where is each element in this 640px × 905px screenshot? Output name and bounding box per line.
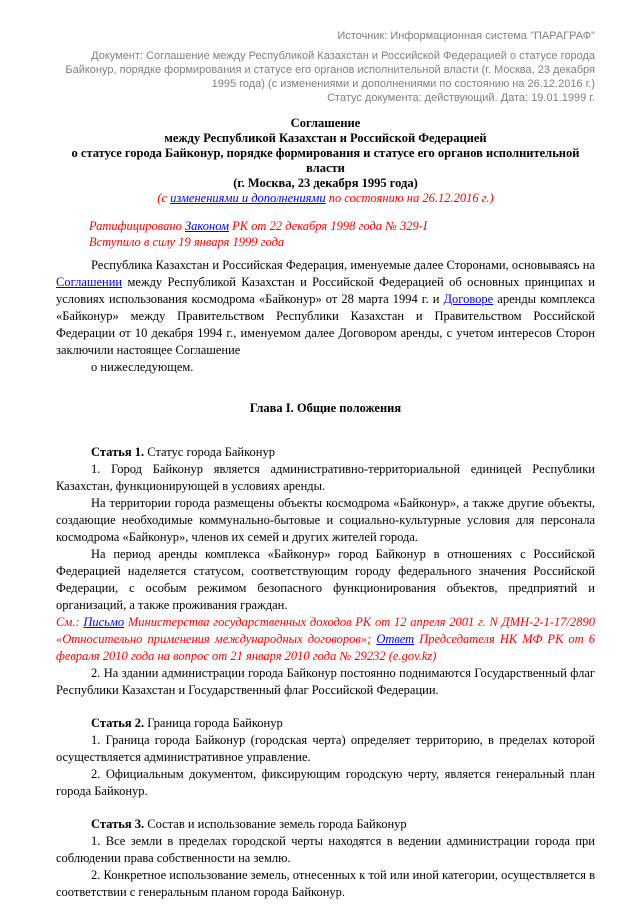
title-line-2: между Республикой Казахстан и Российской Федерацией	[164, 131, 487, 145]
status-line: Статус документа: действующий. Дата: 19.01.1999 г.	[327, 92, 595, 104]
article-3-paragraph-2: 2. Конкретное использование земель, отнесенных к той или иной категории, осуществляется в соответствии с генеральным планом города Байконур.	[56, 868, 595, 899]
source-line: Источник: Информационная система "ПАРАГРАФ"	[337, 30, 595, 42]
ratification-block	[89, 218, 595, 250]
title-line-3: о статусе города Байконур, порядке формирования и статусе его органов исполнительной власти	[71, 146, 580, 175]
see-note-part2: Министерства государственных доходов РК от 12 апреля 2001 г. N ДМН-2-1-17/2890 «Относительно применения международных договоров»;	[56, 615, 595, 646]
article-1-paragraph-2: На территории города размещены объекты космодрома «Байконур», а также другие объекты, создающие необходимые коммунально-бытовые и социально-культурные условия для персонала космодрома «Байконур», членов их семей и других жителей города.	[56, 496, 595, 544]
amendment-note-prefix: (с	[157, 191, 171, 205]
article-1-paragraph-3: На период аренды комплекса «Байконур» город Байконур в отношениях с Российской Федерацией наделяется статусом, соответствующим городу федерального значения Российской Федерации, с особым режимом безопасного функционирования объектов, предприятий и организаций, а также проживания граждан.	[56, 547, 595, 612]
title-line-1: Соглашение	[290, 116, 361, 130]
ratification-law-link[interactable]: Законом	[184, 219, 229, 233]
article-1-label: Статья 1.	[91, 445, 145, 459]
preamble-part2: между Республикой Казахстан и Российской Федерацией об основных принципах и условиях использования космодрома «Байконур» от 28 марта 1994 г. и	[56, 275, 595, 306]
answer-link[interactable]: Ответ	[376, 632, 415, 646]
preamble-part3: аренды комплекса «Байконур» между Правительством Республики Казахстан и Правительством Российской Федерации от 10 декабря 1994 г., именуемом далее Договором аренды, с учетом интересов Сторон заключили настоящее Соглашение	[56, 292, 595, 357]
article-2-heading	[56, 715, 595, 732]
entered-into-force-line: Вступило в силу 19 января 1999 года	[89, 235, 285, 249]
amendment-note	[56, 191, 595, 206]
article-1-paragraph-1: 1. Город Байконур является административно-территориальной единицей Республики Казахстан, функционирующей в условиях аренды.	[56, 462, 595, 493]
article-3-paragraph-1: 1. Все земли в пределах городской черты находятся в ведении администрации города при соблюдении права собственности на землю.	[56, 834, 595, 865]
preamble-paragraph	[56, 257, 595, 359]
article-1-paragraph-4: 2. На здании администрации города Байконур постоянно поднимаются Государственный флаг Республики Казахстан и Государственный флаг Российской Федерации.	[56, 666, 595, 697]
article-2-paragraph-2: 2. Официальным документом, фиксирующим городскую черту, является генеральный план города Байконур.	[56, 767, 595, 798]
article-2-title: Граница города Байконур	[144, 716, 283, 730]
see-note-part3: Председателя НК МФ РК от 6 февраля 2010 года на вопрос от 21 января 2010 года № 29232 (e.gov.kz)	[56, 632, 595, 663]
title-line-4: (г. Москва, 23 декабря 1995 года)	[233, 176, 418, 190]
chapter-1-heading: Глава I. Общие положения	[249, 401, 402, 415]
document-meta	[56, 29, 595, 105]
ratified-suffix: РК от 22 декабря 1998 года № 329-I	[229, 219, 428, 233]
amendment-note-suffix: по состоянию на 26.12.2016 г.)	[325, 191, 494, 205]
letter-link[interactable]: Письмо	[83, 615, 125, 629]
lease-treaty-link[interactable]: Договоре	[443, 292, 494, 306]
ratified-line	[89, 218, 595, 234]
see-note-part1: См.:	[56, 615, 84, 629]
article-3-title: Состав и использование земель города Байконур	[144, 817, 407, 831]
preamble-tail: о нижеследующем.	[91, 360, 194, 374]
amendments-link[interactable]: изменениями и дополнениями	[170, 191, 326, 205]
article-2-paragraph-1: 1. Граница города Байконур (городская черта) определяет территорию, в пределах которой осуществляется административное управление.	[56, 733, 595, 764]
agreement-link[interactable]: Соглашении	[56, 275, 123, 289]
document-title	[56, 116, 595, 191]
article-1-title: Статус города Байконур	[144, 445, 275, 459]
document-description: Документ: Соглашение между Республикой Казахстан и Российской Федерацией о статусе города Байконур, порядке формирования и статусе его органов исполнительной власти (г. Москва, 23 декабря 1995 года) (с изменениями и дополнениями по состоянию на 26.12.2016 г.)	[65, 50, 595, 90]
article-1-see-note	[56, 614, 595, 665]
article-3-label: Статья 3.	[91, 817, 145, 831]
article-2-label: Статья 2.	[91, 716, 145, 730]
ratified-prefix: Ратифицировано	[89, 219, 185, 233]
preamble-part1: Республика Казахстан и Российская Федерация, именуемые далее Сторонами, основываясь на	[91, 258, 595, 272]
article-3-heading	[56, 816, 595, 833]
article-1-heading	[56, 444, 595, 461]
document-body	[56, 257, 595, 901]
